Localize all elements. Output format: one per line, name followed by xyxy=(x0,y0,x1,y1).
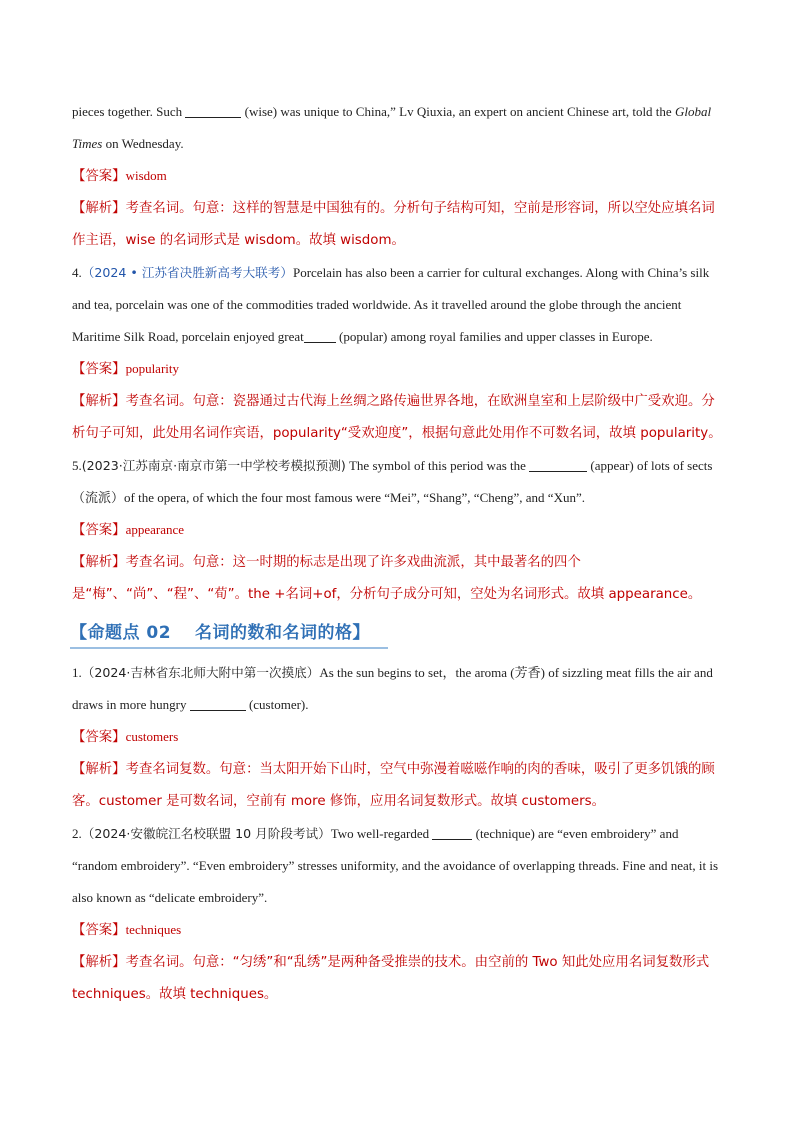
answer-label: 【答案】 xyxy=(72,169,126,184)
analysis-label: 【解析】 xyxy=(72,394,126,409)
analysis-line xyxy=(72,386,724,450)
text-span: (popular) among royal families and upper classes in Europe. xyxy=(339,329,653,344)
answer-blank xyxy=(304,328,336,343)
answer-line xyxy=(72,514,724,547)
analysis-line xyxy=(72,947,724,1011)
analysis-line xyxy=(72,193,724,257)
section-title: 【命题点 02 名词的数和名词的格】 xyxy=(70,623,370,643)
question-number: 2. xyxy=(72,826,82,841)
document-page xyxy=(72,96,724,1011)
analysis-text: 考查名词复数。句意：当太阳开始下山时，空气中弥漫着嗞嗞作响的肉的香味，吸引了更多饥饿的顾客。customer 是可数名词，空前有 more 修饰，应用名词复数形式。故填 customers。 xyxy=(72,762,715,809)
text-span: (wise) was unique to China,” Lv Qiuxia, an expert on ancient Chinese art, told the xyxy=(244,104,672,119)
analysis-label: 【解析】 xyxy=(72,762,126,777)
analysis-label: 【解析】 xyxy=(72,955,126,970)
text-span: on Wednesday. xyxy=(105,136,184,151)
text-span: (customer). xyxy=(248,697,309,712)
question-text xyxy=(72,818,724,914)
answer-value: popularity xyxy=(125,361,179,376)
question-text xyxy=(72,450,724,514)
question-text xyxy=(72,657,724,721)
answer-blank xyxy=(529,457,587,472)
question-text xyxy=(72,257,724,353)
analysis-text: 考查名词。句意：瓷器通过古代海上丝绸之路传遍世界各地，在欧洲皇室和上层阶级中广受欢迎。分析句子可知，此处用名词作宾语，popularity“受欢迎度”，根据句意此处用作不可数名词，故填 popularity。 xyxy=(72,394,722,441)
answer-label: 【答案】 xyxy=(72,362,126,377)
question-number: 1. xyxy=(72,665,82,680)
answer-line xyxy=(72,721,724,754)
answer-line xyxy=(72,160,724,193)
analysis-line xyxy=(72,547,724,611)
text-span: The symbol of this period was the xyxy=(348,458,526,473)
answer-value: wisdom xyxy=(125,168,167,183)
answer-blank xyxy=(185,103,241,118)
question-source: （2024·吉林省东北师大附中第一次摸底） xyxy=(81,665,320,680)
question-text xyxy=(72,96,724,160)
text-span: As the sun begins to set，the aroma (芳香) of sizzling meat fills the air and draws in more hungry xyxy=(72,665,713,712)
analysis-text: 考查名词。句意：这样的智慧是中国独有的。分析句子结构可知，空前是形容词，所以空处应填名词作主语，wise 的名词形式是 wisdom。故填 wisdom。 xyxy=(72,201,715,248)
answer-value: appearance xyxy=(125,522,185,537)
text-span: (technique) are “even embroidery” and “random embroidery”. “Even embroidery” stresses uniformity, and the avoidance of overlapping threads. Fine and neat, it is also known as “delicate embroidery”. xyxy=(72,826,719,905)
question-number: 5. xyxy=(72,458,82,473)
answer-label: 【答案】 xyxy=(72,923,126,938)
analysis-text: 考查名词。句意：这一时期的标志是出现了许多戏曲流派，其中最著名的四个是“梅”、“尚”、“程”、“荀”。the +名词+of，分析句子成分可知，空处为名词形式。故填 appearance。 xyxy=(72,555,702,602)
answer-blank xyxy=(432,825,472,840)
analysis-line xyxy=(72,754,724,818)
answer-label: 【答案】 xyxy=(72,523,126,538)
text-span: (appear) of lots of sects（流派）of the opera, of which the four most famous were “Mei”, “Shang”, “Cheng”, and “Xun”. xyxy=(72,458,713,505)
analysis-text: 考查名词。句意：“匀绣”和“乱绣”是两种备受推崇的技术。由空前的 Two 知此处应用名词复数形式 techniques。故填 techniques。 xyxy=(72,955,710,1002)
answer-value: customers xyxy=(125,729,179,744)
section-header xyxy=(70,617,724,651)
answer-value: techniques xyxy=(125,922,182,937)
text-span: Porcelain has also been a carrier for cultural exchanges. Along with China’s silk and tea, porcelain was one of the commodities traded worldwide. As it travelled around the globe through the ancient Maritime Silk Road, porcelain enjoyed great xyxy=(72,265,710,344)
answer-line xyxy=(72,353,724,386)
question-number: 4. xyxy=(72,265,82,280)
analysis-label: 【解析】 xyxy=(72,555,126,570)
text-span: Two well-regarded xyxy=(330,826,430,841)
question-source: （2024 • 江苏省决胜新高考大联考） xyxy=(81,265,293,280)
answer-line xyxy=(72,914,724,947)
text-span: pieces together. Such xyxy=(72,104,183,119)
question-source: (2023·江苏南京·南京市第一中学校考模拟预测) xyxy=(81,458,346,473)
answer-blank xyxy=(190,696,246,711)
answer-label: 【答案】 xyxy=(72,730,126,745)
publication-name: Global Times xyxy=(72,104,712,151)
analysis-label: 【解析】 xyxy=(72,201,126,216)
question-source: （2024·安徽皖江名校联盟 10 月阶段考试） xyxy=(81,826,331,841)
section-underline xyxy=(70,647,388,649)
